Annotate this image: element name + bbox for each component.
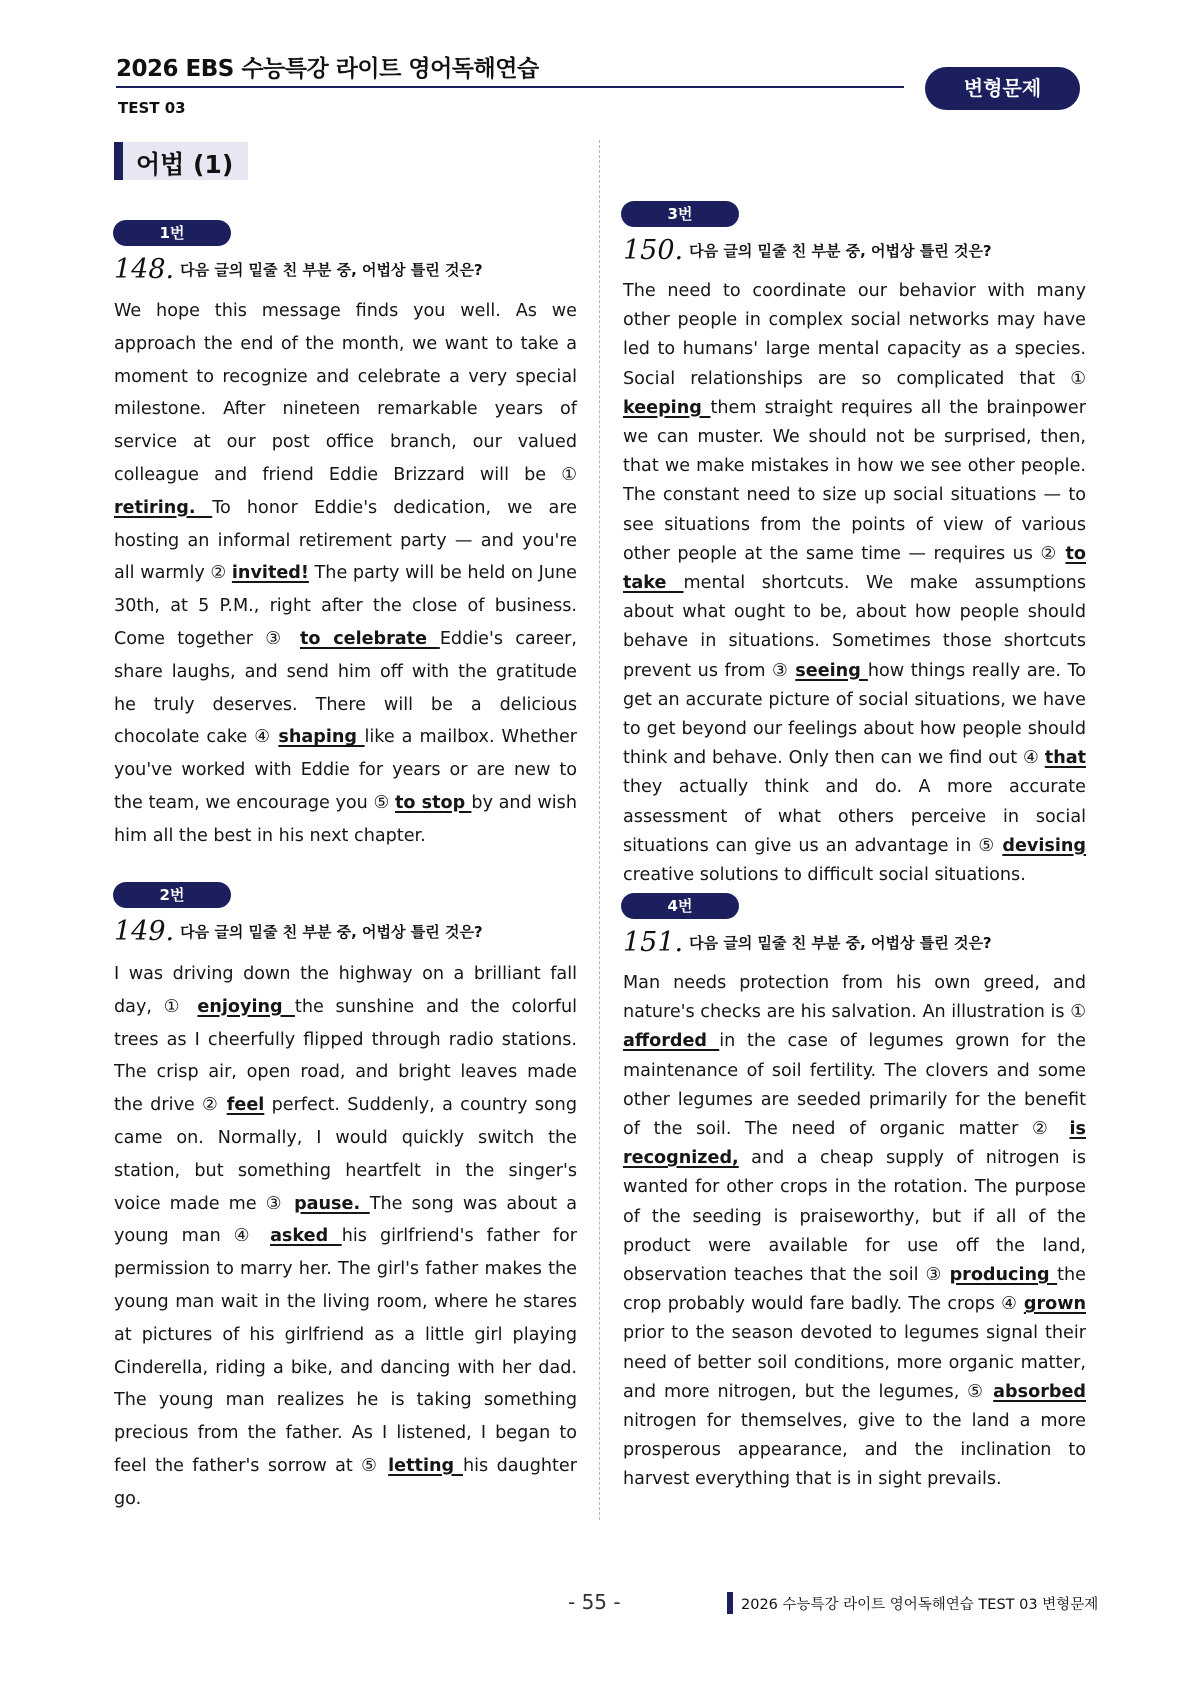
question-header-151	[623, 927, 992, 958]
variant-badge: 변형문제	[925, 67, 1080, 110]
underlined-choice: devising	[1002, 835, 1086, 856]
question-header-150	[623, 235, 992, 266]
underlined-choice: invited!	[231, 563, 309, 584]
underlined-choice: grown	[1023, 1294, 1086, 1315]
question-pill-1: 1번	[113, 220, 231, 246]
test-label: TEST 03	[118, 99, 186, 117]
underlined-choice: seeing	[795, 660, 868, 681]
underlined-choice: keeping	[623, 397, 711, 418]
question-prompt: 다음 글의 밑줄 친 부분 중, 어법상 틀린 것은?	[180, 261, 483, 279]
underlined-choice: shaping	[278, 727, 365, 748]
document-title: 2026 EBS 수능특강 라이트 영어독해연습	[116, 56, 539, 82]
question-number: 149.	[114, 916, 175, 947]
question-prompt: 다음 글의 밑줄 친 부분 중, 어법상 틀린 것은?	[180, 923, 483, 941]
underlined-choice: absorbed	[993, 1381, 1086, 1402]
question-number: 148.	[114, 254, 175, 285]
underlined-choice: afforded	[623, 1031, 720, 1052]
passage-150: The need to coordinate our behavior with many other people in complex social networks may have led to humans' large mental capacity as a species. Social relationships are so complicated that ① keeping them straight requires all the brainpower we can muster. We should not be surprised, then, that we make mistakes in how we see other people. The constant need to size up social situations — to see situations from the points of view of various other people at the same time — requires us ② to take mental shortcuts. We make assumptions about what ought to be, about how people should behave in situations. Sometimes those shortcuts prevent us from ③ seeing how things really are. To get an accurate picture of social situations, we have to get beyond our feelings about how people should think and behave. Only then can we find out ④ that they actually think and do. A more accurate assessment of what others perceive in social situations can give us an advantage in ⑤ devising creative solutions to difficult social situations.	[623, 281, 1086, 886]
column-divider	[599, 140, 600, 1520]
passage-149: I was driving down the highway on a brilliant fall day, ① enjoying the sunshine and the colorful trees as I cheerfully flipped through radio stations. The crisp air, open road, and bright leaves made the drive ② feel perfect. Suddenly, a country song came on. Normally, I would quickly switch the station, but something heartfelt in the singer's voice made me ③ pause. The song was about a young man ④ asked his girlfriend's father for permission to marry her. The girl's father makes the young man wait in the living room, where he stares at pictures of his girlfriend as a little girl playing Cinderella, riding a bike, and dancing with her dad. The young man realizes he is taking something precious from the father. As I listened, I began to feel the father's sorrow at ⑤ letting his daughter go.	[114, 964, 578, 1509]
question-header-148	[114, 254, 483, 285]
underlined-choice: to take	[623, 543, 1086, 594]
section-heading-bar	[114, 142, 123, 180]
underlined-choice: producing	[949, 1265, 1058, 1286]
underlined-choice: enjoying	[197, 996, 295, 1017]
underlined-choice: to celebrate	[299, 628, 440, 649]
underlined-choice: to stop	[394, 792, 472, 813]
question-pill-3: 3번	[621, 201, 739, 227]
underlined-choice: retiring.	[114, 497, 213, 518]
underlined-choice: pause.	[294, 1193, 370, 1214]
section-title: 어법 (1)	[136, 150, 234, 179]
header-rule	[116, 86, 904, 88]
question-number: 151.	[623, 927, 684, 958]
question-prompt: 다음 글의 밑줄 친 부분 중, 어법상 틀린 것은?	[689, 242, 992, 260]
passage-148: We hope this message finds you well. As we approach the end of the month, we want to take a moment to recognize and celebrate a very special milestone. After nineteen remarkable years of service at our post office branch, our valued colleague and friend Eddie Brizzard will be ① retiring. To honor Eddie's dedication, we are hosting an informal retirement party — and you're all warmly ② invited! The party will be held on June 30th, at 5 P.M., right after the close of business. Come together ③ to celebrate Eddie's career, share laughs, and send him off with the gratitude he truly deserves. There will be a delicious chocolate cake ④ shaping like a mailbox. Whether you've worked with Eddie for years or are new to the team, we encourage you ⑤ to stop by and wish him all the best in his next chapter.	[114, 301, 578, 846]
underlined-choice: is recognized,	[623, 1119, 1086, 1169]
question-number: 150.	[623, 235, 684, 266]
underlined-choice: asked	[270, 1226, 342, 1247]
page-number: - 55 -	[568, 1590, 621, 1614]
underlined-choice: feel	[226, 1095, 265, 1116]
question-pill-2: 2번	[113, 882, 231, 908]
question-prompt: 다음 글의 밑줄 친 부분 중, 어법상 틀린 것은?	[689, 934, 992, 952]
underlined-choice: that	[1044, 748, 1086, 769]
question-pill-4: 4번	[621, 893, 739, 919]
footer-text: 2026 수능특강 라이트 영어독해연습 TEST 03 변형문제	[741, 1597, 1099, 1613]
question-header-149	[114, 916, 483, 947]
footer-bar	[727, 1592, 733, 1614]
passage-151: Man needs protection from his own greed, and nature's checks are his salvation. An illustration is ① afforded in the case of legumes grown for the maintenance of soil fertility. The clovers and some other legumes are seeded primarily for the benefit of the soil. The need of organic matter ② is recognized, and a cheap supply of nitrogen is wanted for other crops in the rotation. The purpose of the seeding is praiseworthy, but if all of the product were available for use off the land, observation teaches that the soil ③ producing the crop probably would fare badly. The crops ④ grown prior to the season devoted to legumes signal their need of better soil conditions, more organic matter, and more nitrogen, but the legumes, ⑤ absorbed nitrogen for themselves, give to the land a more prosperous appearance, and the inclination to harvest everything that is in sight prevails.	[623, 973, 1086, 1490]
section-heading	[114, 142, 248, 180]
underlined-choice: letting	[388, 1455, 464, 1476]
